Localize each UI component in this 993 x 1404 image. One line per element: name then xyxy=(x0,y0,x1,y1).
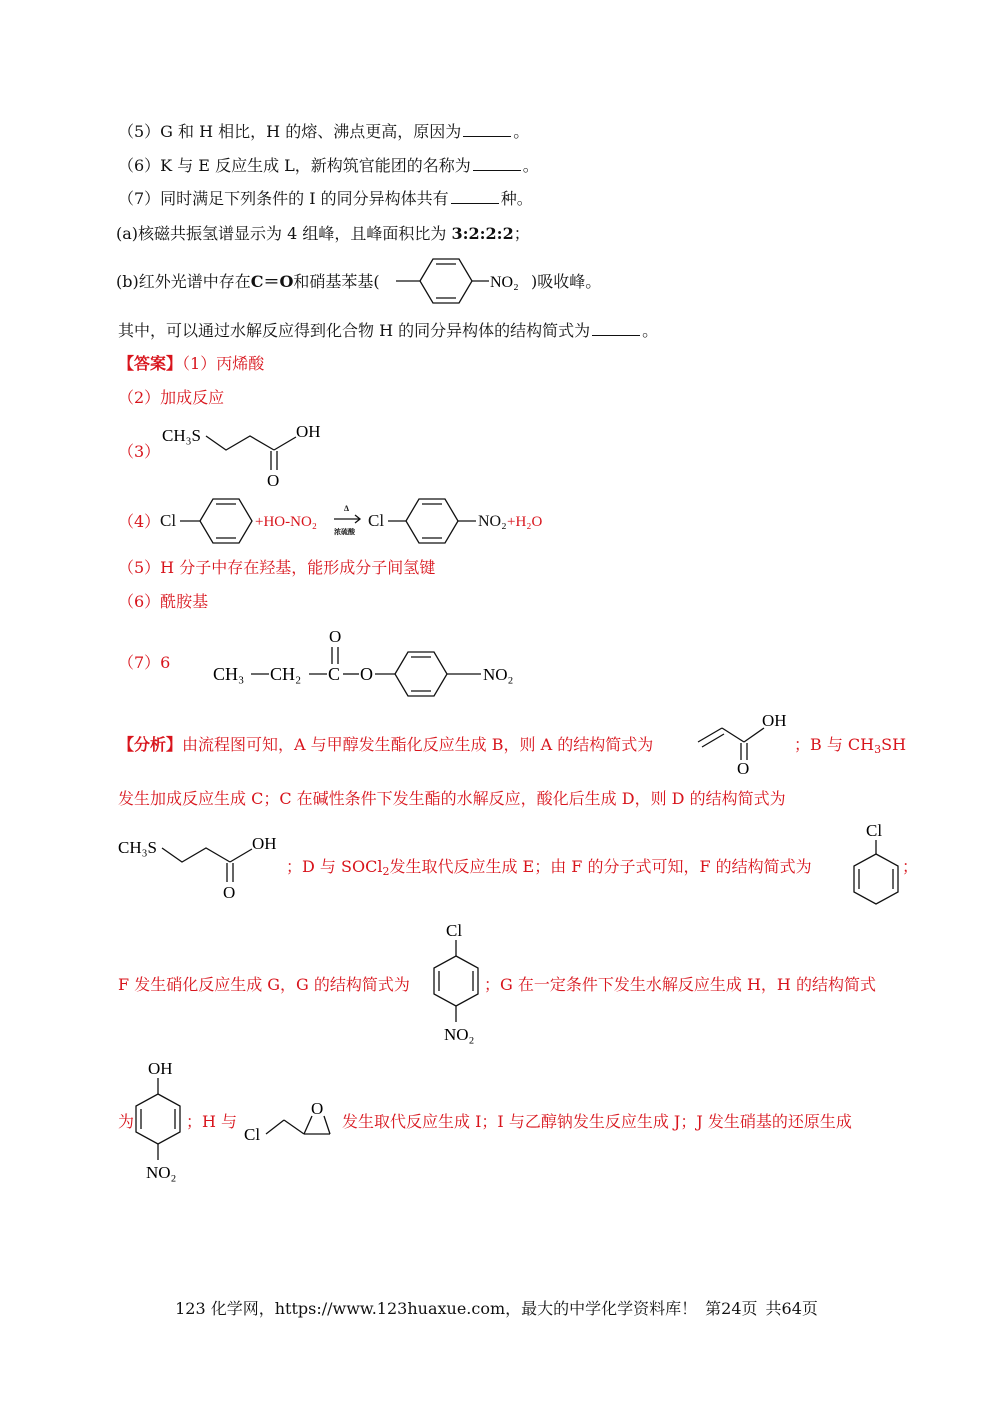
answer-line-1: 【答案】（1）丙烯酸 xyxy=(118,354,265,373)
answer-line-7: （7）6 xyxy=(118,653,171,672)
analysis-line-5a: 为 xyxy=(118,1112,135,1131)
svg-text:NO₂: NO₂ xyxy=(146,1163,177,1182)
question-6: （6）K 与 E 反应生成 L，新构筑官能团的名称为 。 xyxy=(118,156,539,175)
page-footer: 123 化学网，https://www.123huaxue.com，最大的中学化学资料库！ 第24页 共64页 xyxy=(175,1299,818,1318)
page-total: 共64页 xyxy=(765,1299,818,1318)
chlorobenzene-structure xyxy=(848,818,904,910)
answer-line-3: （3） xyxy=(118,442,161,461)
analysis-line-2: 发生加成反应生成 C；C 在碱性条件下发生酯的水解反应，酸化后生成 D，则 D 的结构简式为 xyxy=(118,789,786,808)
analysis-line-3: ；D 与 SOCl$_2$发生取代反应生成 E；由 F 的分子式可知，F 的结构简式为 xyxy=(286,857,812,878)
epichlorohydrin-structure xyxy=(244,1094,340,1148)
structure-d-answer xyxy=(162,420,342,490)
answer-line-5: （5）H 分子中存在羟基，能形成分子间氢键 xyxy=(118,558,436,577)
answer-line-2: （2）加成反应 xyxy=(118,388,225,407)
svg-text:Cl: Cl xyxy=(368,511,385,530)
svg-text:OH: OH xyxy=(252,834,277,853)
svg-text:NO₂: NO₂ xyxy=(444,1025,475,1044)
analysis-line-1b: ；B 与 $CH_3SH$ xyxy=(794,735,907,756)
svg-text:OH: OH xyxy=(762,711,787,730)
acrylic-acid-structure xyxy=(692,706,802,776)
svg-text:O: O xyxy=(329,627,342,646)
svg-text:OH: OH xyxy=(148,1059,173,1078)
svg-text:+H₂O: +H₂O xyxy=(507,514,543,530)
answer-line-6: （6）酰胺基 xyxy=(118,592,209,611)
svg-text:O: O xyxy=(737,759,750,778)
analysis-line-4b: ；G 在一定条件下发生水解反应生成 H，H 的结构简式 xyxy=(484,975,876,994)
svg-text:NO₂: NO₂ xyxy=(483,665,514,684)
svg-text:O: O xyxy=(360,664,373,684)
ester-structure xyxy=(213,622,533,694)
answer-blank[interactable] xyxy=(473,156,521,171)
svg-text:CH₂: CH₂ xyxy=(270,664,302,684)
page-number: 第24页 xyxy=(705,1299,758,1318)
structure-d-analysis xyxy=(118,832,298,902)
question-5: （5）G 和 H 相比，H 的熔、沸点更高，原因为 。 xyxy=(118,122,530,141)
svg-text:OH: OH xyxy=(296,422,321,441)
svg-text:CH₃S: CH₃S xyxy=(118,838,157,857)
analysis-line-1: 【分析】由流程图可知，A 与甲醇发生酯化反应生成 B，则 A 的结构简式为 xyxy=(118,735,654,754)
nitrophenyl-structure xyxy=(396,256,536,306)
svg-text:O: O xyxy=(267,471,280,490)
svg-text:浓硫酸: 浓硫酸 xyxy=(334,528,355,536)
condition-b-end: )吸收峰。 xyxy=(531,272,602,291)
nitration-reaction xyxy=(160,494,560,550)
condition-a: (a)核磁共振氢谱显示为 4 组峰，且峰面积比为 3:2:2:2； xyxy=(116,224,530,243)
svg-text:CH₃S: CH₃S xyxy=(162,426,201,445)
question-7: （7）同时满足下列条件的 I 的同分异构体共有 种。 xyxy=(118,189,533,208)
nitro-label: NO₂ xyxy=(490,274,519,291)
svg-text:+HO-NO₂: +HO-NO₂ xyxy=(255,514,318,530)
svg-text:C: C xyxy=(328,664,341,684)
svg-text:Δ: Δ xyxy=(344,504,350,513)
question-last: 其中，可以通过水解反应得到化合物 H 的同分异构体的结构简式为 。 xyxy=(118,321,659,340)
answer-line-4: （4） xyxy=(118,512,161,531)
svg-text:Cl: Cl xyxy=(244,1125,261,1144)
analysis-line-4a: F 发生硝化反应生成 G，G 的结构简式为 xyxy=(118,975,410,994)
svg-text:Cl: Cl xyxy=(160,511,177,530)
analysis-line-5c: 发生取代反应生成 I；I 与乙醇钠发生反应生成 J；J 发生硝基的还原生成 xyxy=(342,1112,852,1131)
analysis-line-5b: ；H 与 xyxy=(186,1112,238,1131)
svg-text:CH₃: CH₃ xyxy=(213,664,245,684)
condition-b: (b)红外光谱中存在C＝O和硝基苯基( xyxy=(116,272,380,291)
svg-text:O: O xyxy=(223,883,236,902)
svg-text:O: O xyxy=(311,1099,324,1118)
svg-text:Cl: Cl xyxy=(866,821,883,840)
answer-blank[interactable] xyxy=(463,122,511,137)
svg-text:Cl: Cl xyxy=(446,921,463,940)
analysis-line-3c: ； xyxy=(902,857,919,876)
svg-text:NO₂: NO₂ xyxy=(478,513,507,530)
answer-blank[interactable] xyxy=(451,189,499,204)
answer-blank[interactable] xyxy=(592,321,640,336)
